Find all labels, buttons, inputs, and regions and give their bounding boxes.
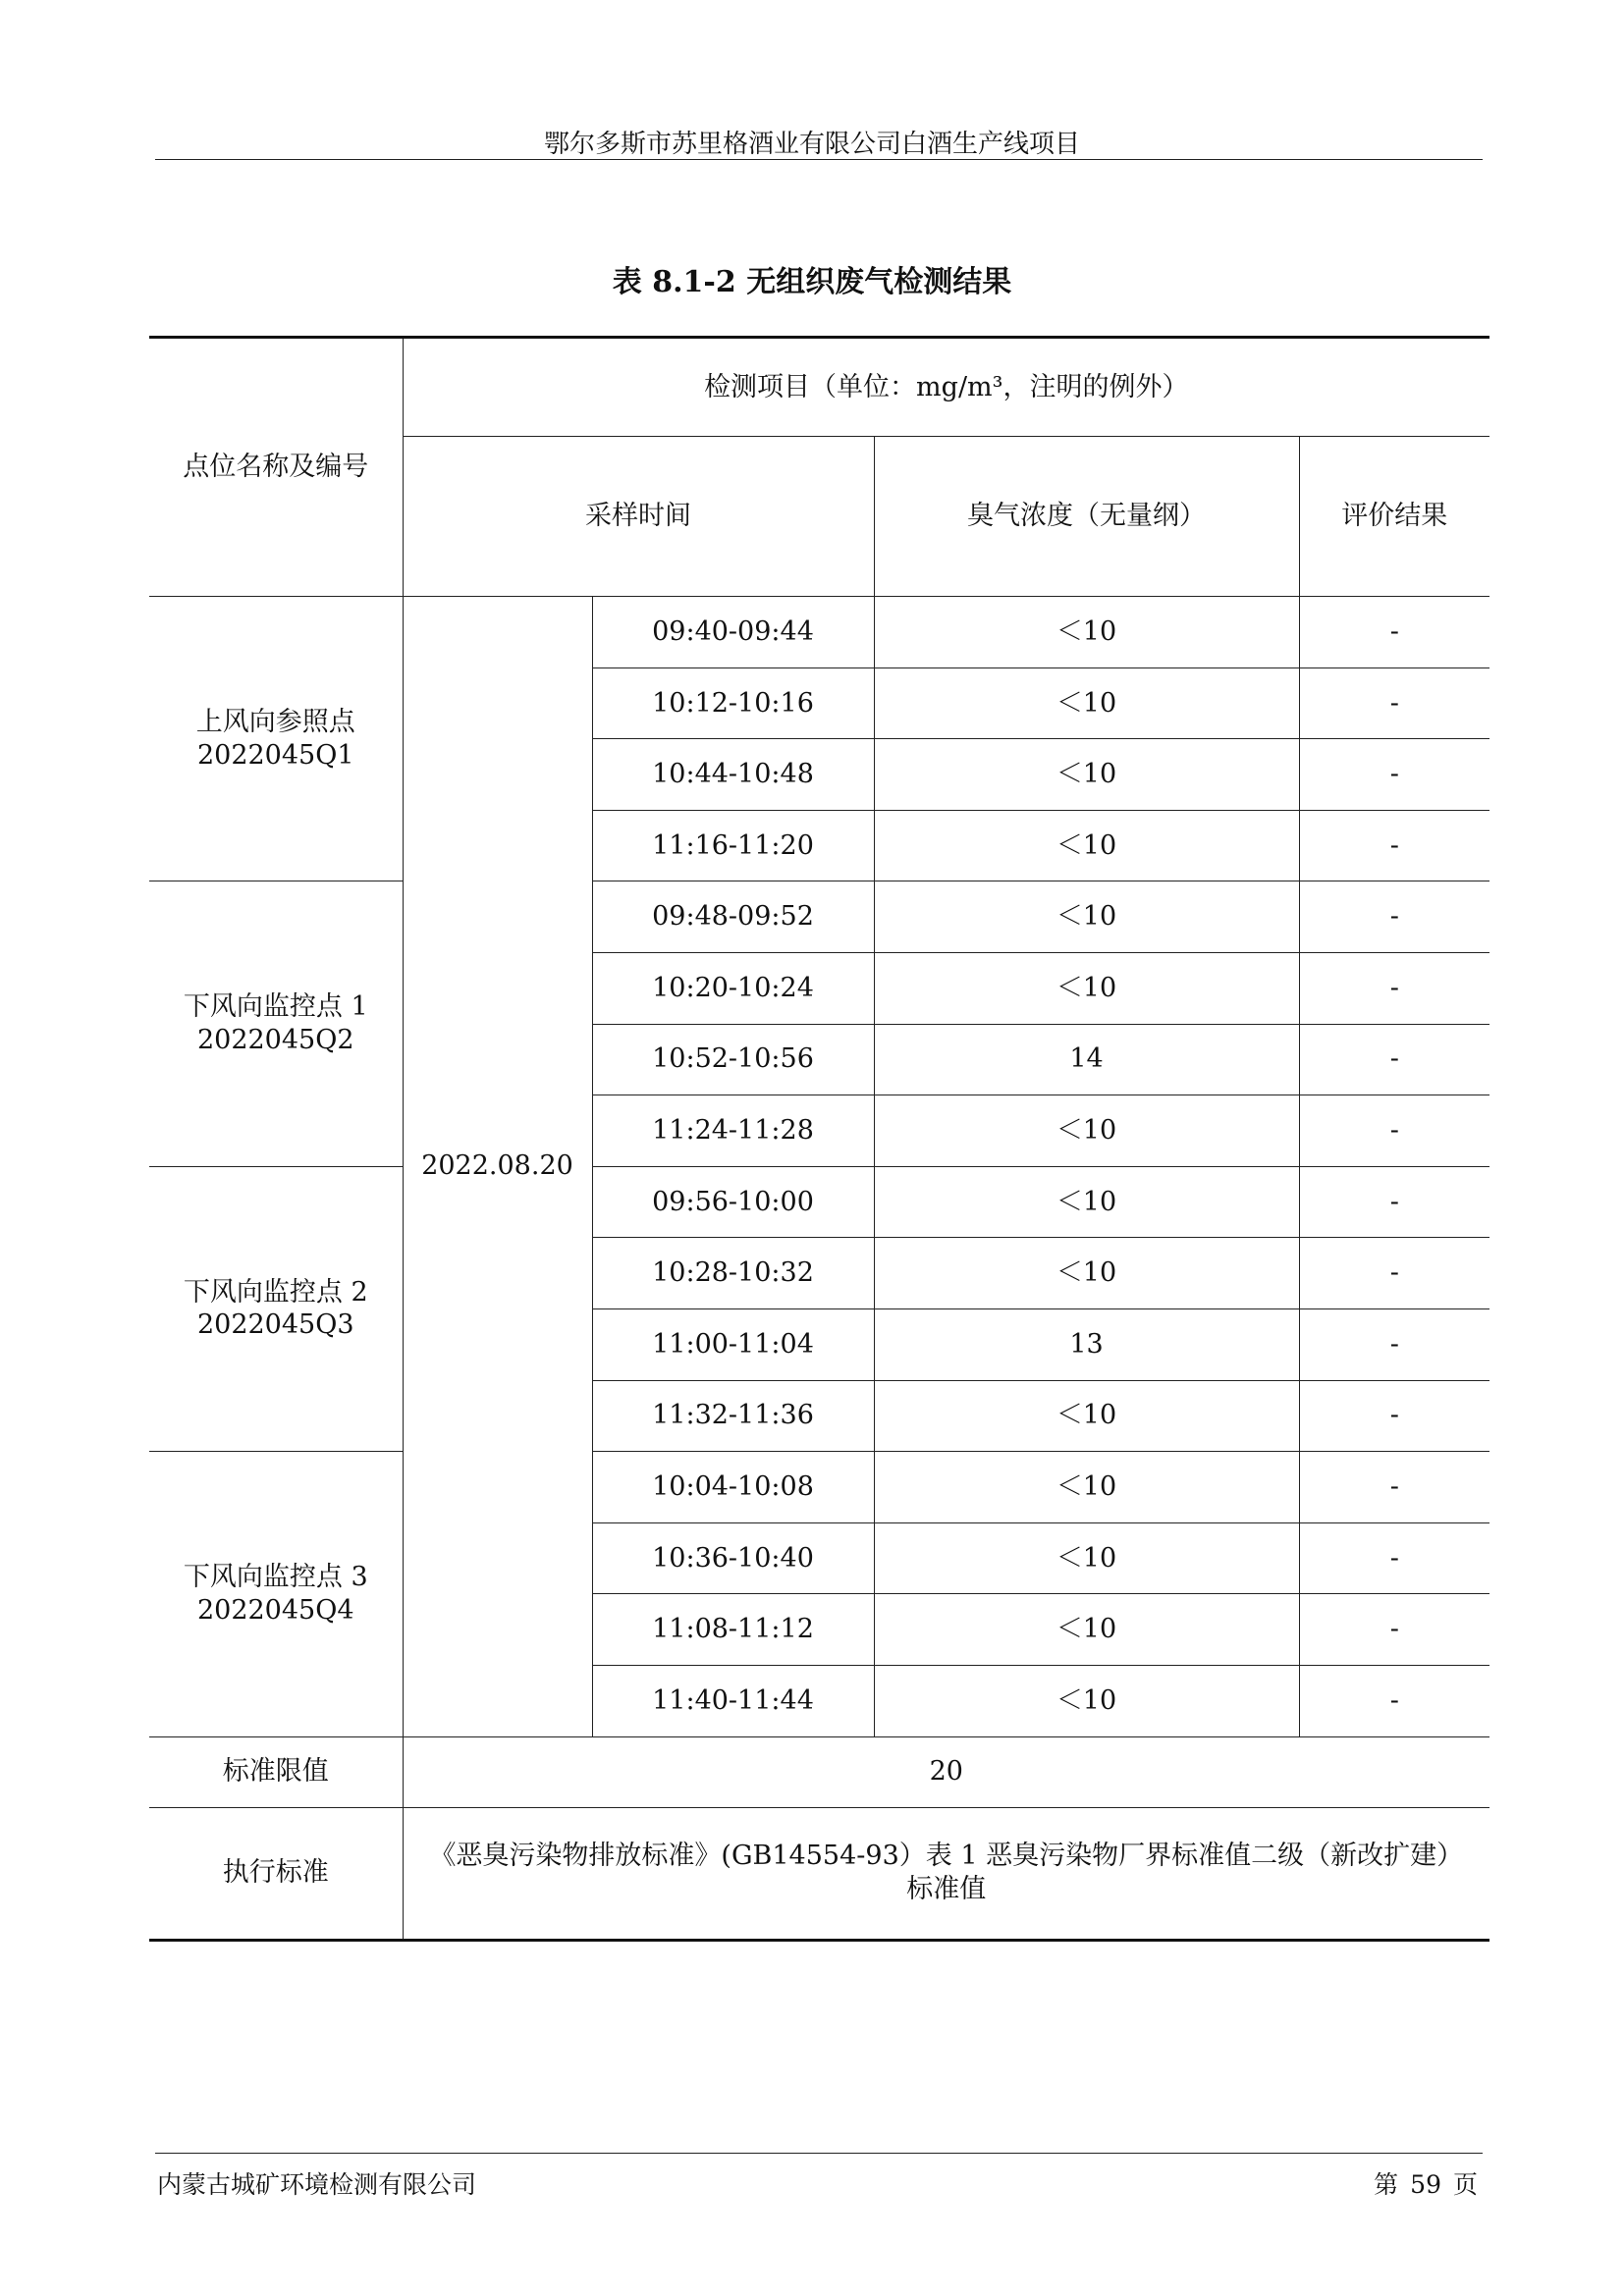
sampling-time-cell: 10:44-10:48 [592,739,874,811]
evaluation-cell: - [1299,1308,1489,1380]
evaluation-cell: - [1299,881,1489,953]
header-sampling-time: 采样时间 [403,437,874,597]
sampling-time-cell: 11:40-11:44 [592,1665,874,1736]
sampling-time-cell: 10:36-10:40 [592,1522,874,1594]
execution-standard-line1: 《恶臭污染物排放标准》(GB14554-93）表 1 恶臭污染物厂界标准值二级（新改扩建） [429,1841,1464,1872]
standard-limit-label: 标准限值 [149,1736,403,1807]
sampling-time-cell: 10:28-10:32 [592,1238,874,1309]
sampling-time-cell: 10:04-10:08 [592,1452,874,1523]
execution-standard-line2: 标准值 [906,1874,987,1904]
point-code: 2022045Q1 [196,739,354,771]
table-caption: 表 8.1-2 无组织废气检测结果 [612,265,1012,299]
odor-value-cell: ＜10 [874,810,1299,881]
header-test-items: 检测项目（单位：mg/m³，注明的例外） [403,338,1489,437]
evaluation-cell: - [1299,1380,1489,1452]
evaluation-cell: - [1299,597,1489,668]
point-name: 下风向监控点 3 [183,1562,368,1593]
evaluation-cell: - [1299,1024,1489,1095]
page-header-title: 鄂尔多斯市苏里格酒业有限公司白酒生产线项目 [543,130,1080,159]
point-name-cell [149,1452,403,1736]
table-row [149,881,1489,953]
header-evaluation: 评价结果 [1299,437,1489,597]
evaluation-cell: - [1299,810,1489,881]
odor-value-cell: ＜10 [874,597,1299,668]
standard-limit-value: 20 [403,1736,1489,1807]
point-code: 2022045Q2 [196,1025,354,1056]
sampling-time-cell: 10:12-10:16 [592,667,874,739]
table-row [149,597,1489,668]
odor-value-cell: ＜10 [874,1166,1299,1238]
evaluation-cell: - [1299,1452,1489,1523]
odor-value-cell: ＜10 [874,952,1299,1024]
point-code: 2022045Q3 [196,1309,354,1341]
execution-standard-label: 执行标准 [149,1807,403,1940]
evaluation-cell: - [1299,1166,1489,1238]
odor-results-table [149,336,1489,1942]
sampling-date: 2022.08.20 [403,597,592,1737]
header-odor-concentration: 臭气浓度（无量纲） [874,437,1299,597]
sampling-time-cell: 11:08-11:12 [592,1594,874,1666]
odor-value-cell: 13 [874,1308,1299,1380]
table-row [149,1166,1489,1238]
odor-value-cell: ＜10 [874,1380,1299,1452]
footer-company: 内蒙古城矿环境检测有限公司 [157,2170,477,2199]
odor-value-cell: ＜10 [874,1452,1299,1523]
point-name-cell [149,597,403,881]
odor-value-cell: ＜10 [874,1095,1299,1167]
odor-value-cell: 14 [874,1024,1299,1095]
page-suffix: 页 [1452,2170,1478,2199]
point-name: 下风向监控点 2 [183,1276,368,1308]
sampling-time-cell: 11:24-11:28 [592,1095,874,1167]
point-name-cell [149,1166,403,1451]
sampling-time-cell: 09:48-09:52 [592,881,874,953]
odor-value-cell: ＜10 [874,1665,1299,1736]
sampling-time-cell: 11:00-11:04 [592,1308,874,1380]
sampling-time-cell: 09:56-10:00 [592,1166,874,1238]
odor-value-cell: ＜10 [874,881,1299,953]
odor-value-cell: ＜10 [874,667,1299,739]
odor-value-cell: ＜10 [874,1594,1299,1666]
sampling-time-cell: 10:20-10:24 [592,952,874,1024]
page-prefix: 第 [1374,2170,1399,2199]
evaluation-cell: - [1299,952,1489,1024]
sampling-time-cell: 11:16-11:20 [592,810,874,881]
point-name-cell [149,881,403,1166]
evaluation-cell: - [1299,1665,1489,1736]
odor-value-cell: ＜10 [874,1238,1299,1309]
evaluation-cell: - [1299,1594,1489,1666]
odor-value-cell: ＜10 [874,739,1299,811]
header-point-name: 点位名称及编号 [149,338,403,597]
evaluation-cell: - [1299,1095,1489,1167]
odor-value-cell: ＜10 [874,1522,1299,1594]
evaluation-cell: - [1299,1238,1489,1309]
footer-divider [155,2153,1483,2154]
table-row [149,1452,1489,1523]
point-code: 2022045Q4 [196,1594,354,1626]
page-number-value: 59 [1410,2170,1441,2199]
sampling-time-cell: 10:52-10:56 [592,1024,874,1095]
sampling-time-cell: 11:32-11:36 [592,1380,874,1452]
point-name: 上风向参照点 [195,706,355,737]
header-divider [155,159,1483,160]
sampling-time-cell: 09:40-09:44 [592,597,874,668]
page-number [1368,2165,1484,2201]
point-name: 下风向监控点 1 [183,991,368,1023]
evaluation-cell: - [1299,667,1489,739]
evaluation-cell: - [1299,1522,1489,1594]
evaluation-cell: - [1299,739,1489,811]
execution-standard-value [403,1807,1489,1940]
